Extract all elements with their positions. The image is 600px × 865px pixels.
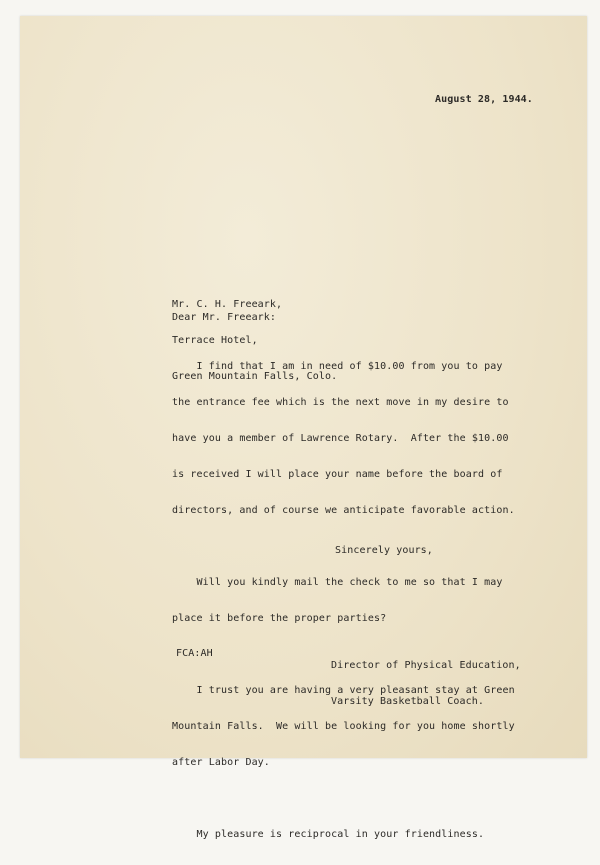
body-line: have you a member of Lawrence Rotary. After the $10.00 <box>172 433 509 444</box>
body-line: is received I will place your name before the board of <box>172 469 503 480</box>
signature-block <box>331 636 521 732</box>
address-line: Mr. C. H. Freeark, <box>172 299 283 310</box>
body-line: after Labor Day. <box>172 757 270 768</box>
signature-line: Varsity Basketball Coach. <box>331 696 485 707</box>
body-line: the entrance fee which is the next move in my desire to <box>172 397 509 408</box>
salutation: Dear Mr. Freeark: <box>172 312 277 323</box>
body-line: Mountain Falls. We will be looking for you home shortly <box>172 721 515 732</box>
body-line: place it before the proper parties? <box>172 613 387 624</box>
letter-date: August 28, 1944. <box>435 94 533 105</box>
body-line: Will you kindly mail the check to me so that I may <box>172 577 503 588</box>
address-line: Terrace Hotel, <box>172 335 258 346</box>
signature-line: Director of Physical Education, <box>331 660 521 671</box>
body-line: directors, and of course we anticipate favorable action. <box>172 505 515 516</box>
closing: Sincerely yours, <box>335 545 433 556</box>
letter-body <box>172 337 515 865</box>
address-line: Green Mountain Falls, Colo. <box>172 371 338 382</box>
body-line: My pleasure is reciprocal in your friendliness. <box>172 829 485 840</box>
body-line: I trust you are having a very pleasant stay at Green <box>172 685 515 696</box>
body-line: I find that I am in need of $10.00 from you to pay <box>172 361 503 372</box>
typist-initials: FCA:AH <box>176 648 213 659</box>
letter-page <box>20 16 587 840</box>
